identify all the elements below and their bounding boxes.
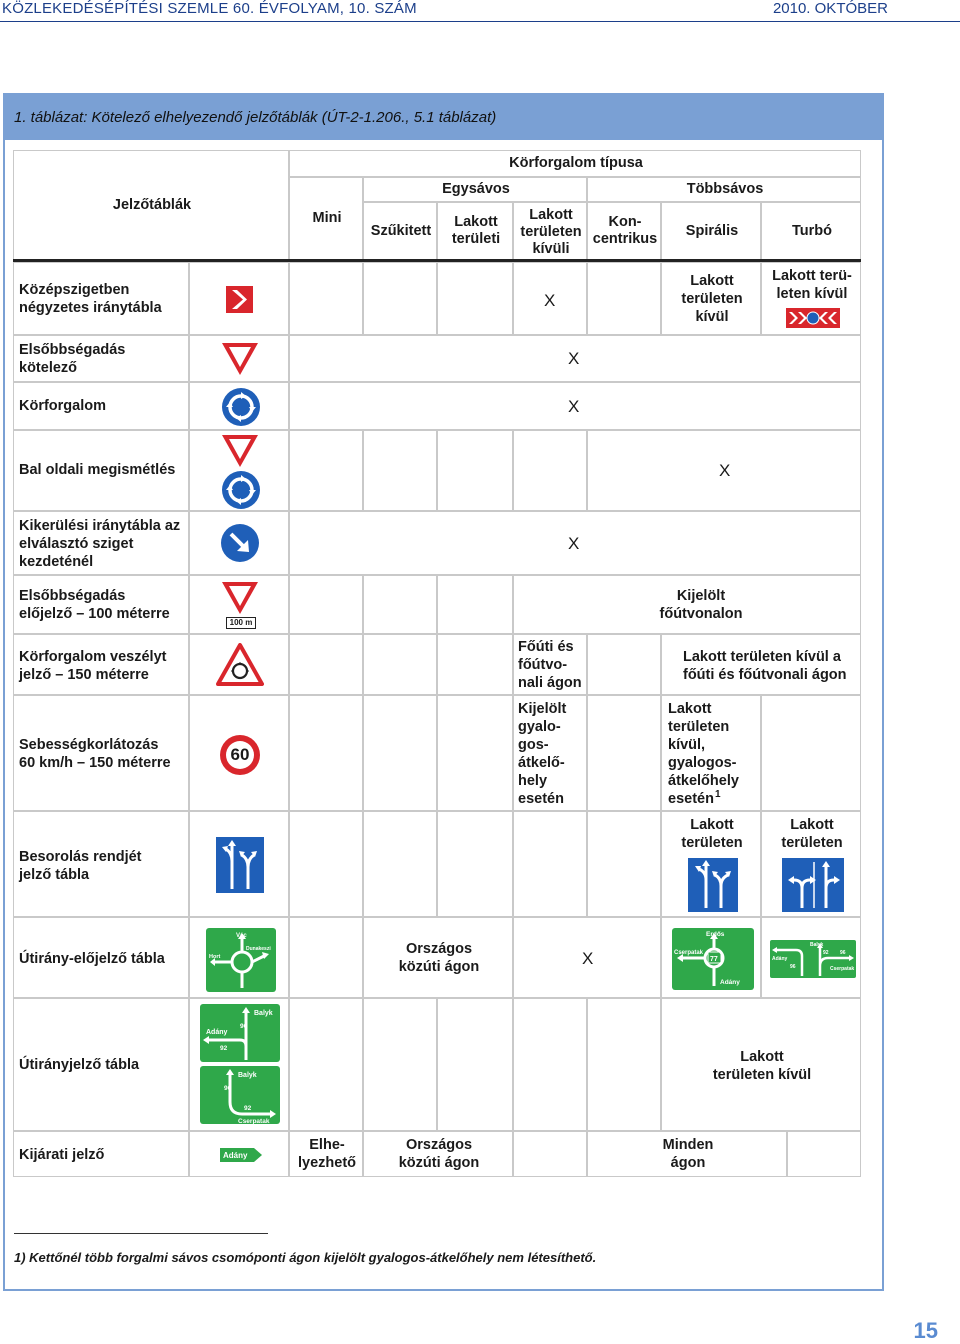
row2-label-cell bbox=[13, 335, 189, 382]
adv-left-label: Hort bbox=[209, 954, 221, 960]
row5-span bbox=[289, 511, 861, 575]
row12-label-1: Kijárati jelző bbox=[19, 1147, 105, 1163]
row11-sign-cell bbox=[189, 998, 289, 1131]
row11-note-2: területen kívül bbox=[712, 1067, 812, 1083]
row7-rural-1: Főúti és bbox=[518, 639, 574, 655]
row12-mini-2: lyezhető bbox=[297, 1155, 356, 1171]
row9-urban bbox=[437, 811, 513, 917]
head-conc-cell bbox=[587, 202, 661, 260]
row11-urban bbox=[437, 998, 513, 1131]
page-header bbox=[0, 0, 960, 22]
row6-sign-cell bbox=[189, 575, 289, 634]
row8-conc bbox=[587, 695, 661, 811]
row9-spiral-1: Lakott bbox=[690, 817, 734, 833]
head-single-cell bbox=[363, 177, 587, 202]
yield-sign-repeat-icon bbox=[220, 433, 260, 469]
direction-sign-1-icon bbox=[200, 1004, 280, 1062]
row1-urban bbox=[437, 262, 513, 335]
row9-turbo-1: Lakott bbox=[790, 817, 834, 833]
row7-multi-2: főúti és főútvonali ágon bbox=[683, 667, 847, 683]
row10-sign-cell bbox=[189, 917, 289, 998]
row1-label-1: Középszigetben bbox=[19, 282, 130, 298]
row8-narrowed bbox=[363, 695, 437, 811]
turbo-left-label: Adány bbox=[772, 956, 788, 962]
head-rural-3: kívüli bbox=[532, 241, 570, 257]
row9-turbo-2: területen bbox=[781, 835, 843, 851]
row6-note-2: főútvonalon bbox=[659, 606, 743, 622]
row1-mini bbox=[289, 262, 363, 335]
row12-mini-1: Elhe- bbox=[309, 1137, 345, 1153]
row9-label-2: jelző tábla bbox=[19, 867, 90, 883]
direction-advance-sign-icon bbox=[206, 928, 276, 992]
row4-multi bbox=[587, 430, 861, 511]
row6-urban bbox=[437, 575, 513, 634]
adv-top-label: Vác bbox=[236, 933, 247, 939]
spiral-advance-sign-icon bbox=[672, 928, 754, 990]
yield-ahead-sign-icon bbox=[220, 580, 260, 616]
s2-number-2: 92 bbox=[244, 1105, 252, 1112]
row8-turbo bbox=[761, 695, 861, 811]
row12-urban-1: Országos bbox=[405, 1137, 473, 1153]
head-signs-cell bbox=[13, 150, 289, 260]
row1-narrowed bbox=[363, 262, 437, 335]
footnote-rule bbox=[14, 1233, 268, 1234]
adv-right-label: Dunakeszi bbox=[246, 946, 271, 952]
row1-spiral-3: kívül bbox=[695, 309, 729, 325]
head-multi-cell bbox=[587, 177, 861, 202]
s1-top-label: Balyk bbox=[254, 1010, 273, 1017]
head-single: Egysávos bbox=[442, 181, 510, 197]
s2-bottom-label: Cserpatak bbox=[238, 1118, 270, 1124]
row8-rural-5: hely bbox=[518, 773, 548, 789]
row3-sign-cell bbox=[189, 382, 289, 430]
row1-x: X bbox=[544, 291, 556, 310]
row12-multi-2: ágon bbox=[670, 1155, 706, 1171]
row12-label-cell bbox=[13, 1131, 189, 1177]
turbo-number-3: 96 bbox=[840, 950, 846, 956]
row4-narrowed bbox=[363, 430, 437, 511]
row1-label-cell bbox=[13, 262, 189, 335]
row10-rural bbox=[513, 917, 661, 998]
turbo-top-label: Balyk bbox=[810, 942, 824, 948]
row7-rural-3: nali ágon bbox=[518, 675, 582, 691]
row4-rural bbox=[513, 430, 587, 511]
row12-urban-2: közúti ágon bbox=[398, 1155, 480, 1171]
head-narrowed: Szűkitett bbox=[370, 223, 432, 239]
row4-label-1: Bal oldali megismétlés bbox=[19, 462, 176, 478]
row2-x: X bbox=[568, 349, 580, 368]
row1-label-2: négyzetes iránytábla bbox=[19, 300, 162, 316]
row12-multi-1: Minden bbox=[662, 1137, 714, 1153]
page-number: 15 bbox=[913, 1318, 938, 1343]
turbo-number-1: 96 bbox=[790, 964, 796, 970]
row5-sign-cell bbox=[189, 511, 289, 575]
row8-label-2: 60 km/h – 150 méterre bbox=[19, 755, 171, 771]
row6-narrowed bbox=[363, 575, 437, 634]
row3-label-cell bbox=[13, 382, 189, 430]
row11-label-cell bbox=[13, 998, 189, 1131]
row5-label-3: kezdeténél bbox=[19, 554, 94, 570]
issue-date: 2010. OKTÓBER bbox=[772, 0, 888, 17]
row8-label-1: Sebességkorlátozás bbox=[19, 737, 159, 753]
head-urban-1: Lakott bbox=[454, 214, 498, 230]
journal-title: KÖZLEKEDÉSÉPÍTÉSI SZEMLE 60. ÉVFOLYAM, 10. SZÁM bbox=[2, 0, 417, 17]
row1-spiral-2: területen bbox=[681, 291, 743, 307]
row12-mini bbox=[289, 1131, 363, 1177]
row10-urban-1: Országos bbox=[405, 941, 473, 957]
row11-narrowed bbox=[363, 998, 437, 1131]
row6-mini bbox=[289, 575, 363, 634]
row9-spiral-2: területen bbox=[681, 835, 743, 851]
direction-sign-2-icon bbox=[200, 1066, 280, 1124]
exit-sign-icon bbox=[220, 1148, 262, 1162]
row7-label-2: jelző – 150 méterre bbox=[19, 667, 149, 683]
row1-turbo-1: Lakott terü- bbox=[772, 268, 852, 284]
head-turbo-cell bbox=[761, 202, 861, 260]
head-conc-1: Kon- bbox=[608, 214, 642, 230]
row8-rural-2: gyalo- bbox=[518, 719, 561, 735]
footnote: 1) Kettőnél több forgalmi sávos csomóponti ágon kijelölt gyalogos-átkelőhely nem létesíthető. bbox=[14, 1250, 597, 1265]
row4-urban bbox=[437, 430, 513, 511]
head-urban-2: területi bbox=[451, 231, 501, 247]
row1-conc bbox=[587, 262, 661, 335]
row10-mini bbox=[289, 917, 363, 998]
row5-label-2: elválasztó sziget bbox=[19, 536, 134, 552]
row1-turbo bbox=[761, 262, 861, 335]
row11-note-1: Lakott bbox=[740, 1049, 784, 1065]
row10-urban-2: közúti ágon bbox=[398, 959, 480, 975]
row7-mini bbox=[289, 634, 363, 695]
row4-sign-cell bbox=[189, 430, 289, 511]
head-narrowed-cell bbox=[363, 202, 437, 260]
row11-conc bbox=[587, 998, 661, 1131]
row11-multi bbox=[661, 998, 861, 1131]
head-signs: Jelzőtáblák bbox=[112, 197, 192, 213]
turbo-number-2: 92 bbox=[823, 950, 829, 956]
spiral-road-number: 77 bbox=[710, 956, 718, 963]
row5-label-1: Kikerülési iránytábla az bbox=[19, 518, 181, 534]
head-rural-cell bbox=[513, 202, 587, 260]
exit-sign-label: Adány bbox=[223, 1151, 248, 1160]
row9-rural bbox=[513, 811, 587, 917]
row10-spiral bbox=[661, 917, 761, 998]
row8-mini bbox=[289, 695, 363, 811]
row8-conc-2: területen bbox=[668, 719, 730, 735]
row12-multi bbox=[587, 1131, 787, 1177]
s1-number-2: 92 bbox=[220, 1045, 228, 1052]
head-multi: Többsávos bbox=[686, 181, 764, 197]
row8-label-cell bbox=[13, 695, 189, 811]
head-conc-2: centrikus bbox=[592, 231, 658, 247]
turbo-right-label: Cserpatak bbox=[830, 966, 855, 972]
row7-multi bbox=[661, 634, 861, 695]
row9-narrowed bbox=[363, 811, 437, 917]
row3-label-1: Körforgalom bbox=[19, 398, 106, 414]
head-spiral: Spirális bbox=[685, 223, 739, 239]
row1-spiral bbox=[661, 262, 761, 335]
head-spiral-cell bbox=[661, 202, 761, 260]
spiral-left-label: Cserpatak bbox=[674, 950, 704, 956]
row10-turbo bbox=[761, 917, 861, 998]
row11-mini bbox=[289, 998, 363, 1131]
roundabout-sign-icon bbox=[221, 387, 261, 427]
row3-x: X bbox=[568, 397, 580, 416]
row5-label-cell bbox=[13, 511, 189, 575]
row4-x: X bbox=[719, 461, 731, 480]
head-type-cell bbox=[289, 150, 861, 177]
row9-mini bbox=[289, 811, 363, 917]
row1-rural bbox=[513, 262, 587, 335]
roundabout-warning-icon bbox=[216, 643, 264, 687]
yield-sign-icon bbox=[220, 341, 260, 377]
chevron-sign-icon bbox=[226, 286, 253, 313]
head-rural-1: Lakott bbox=[529, 207, 573, 223]
row6-note-1: Kijelölt bbox=[676, 588, 726, 604]
row11-rural bbox=[513, 998, 587, 1131]
row9-conc bbox=[587, 811, 661, 917]
row7-sign-cell bbox=[189, 634, 289, 695]
row7-label-1: Körforgalom veszélyt bbox=[19, 649, 167, 665]
row6-label-2: előjelző – 100 méterre bbox=[19, 606, 170, 622]
spiral-bottom-label: Adány bbox=[720, 979, 740, 986]
head-turbo: Turbó bbox=[792, 223, 832, 239]
row10-label-1: Útirány-előjelző tábla bbox=[19, 951, 165, 967]
row4-label-cell bbox=[13, 430, 189, 511]
row11-label-1: Útirányjelző tábla bbox=[19, 1057, 140, 1073]
row10-x: X bbox=[582, 949, 594, 968]
row3-span bbox=[289, 382, 861, 430]
s1-number-1: 96 bbox=[240, 1023, 248, 1030]
row12-sign-cell bbox=[189, 1131, 289, 1177]
row7-label-cell bbox=[13, 634, 189, 695]
row9-turbo bbox=[761, 811, 861, 917]
row8-urban bbox=[437, 695, 513, 811]
turbo-advance-sign-icon bbox=[770, 940, 856, 978]
row8-conc-6: esetén bbox=[668, 791, 714, 807]
row8-conc-4: gyalogos- bbox=[668, 755, 737, 771]
roundabout-sign-repeat-icon bbox=[221, 470, 261, 510]
row6-span bbox=[513, 575, 861, 634]
row5-x: X bbox=[568, 534, 580, 553]
row2-label-1: Elsőbbségadás bbox=[19, 342, 126, 358]
row8-rural-3: gos- bbox=[518, 737, 549, 753]
head-type: Körforgalom típusa bbox=[509, 155, 643, 171]
row8-rural-4: átkelő- bbox=[518, 755, 565, 771]
row8-rural-1: Kijelölt bbox=[518, 701, 567, 717]
row12-rural bbox=[513, 1131, 587, 1177]
row8-conc-5: átkelőhely bbox=[668, 773, 739, 789]
turbo-lane-sign-icon bbox=[782, 858, 844, 912]
row8-conc-3: kívül, bbox=[668, 737, 706, 753]
row2-sign-cell bbox=[189, 335, 289, 382]
row9-spiral bbox=[661, 811, 761, 917]
row8-footnote-ref: 1 bbox=[715, 789, 721, 800]
row8-conc-1: Lakott bbox=[668, 701, 712, 717]
head-rural-2: területen bbox=[520, 224, 582, 240]
row7-rural-2: főútvo- bbox=[518, 657, 568, 673]
row8-rural bbox=[513, 695, 587, 811]
s2-top-label: Balyk bbox=[238, 1072, 257, 1079]
table-caption: 1. táblázat: Kötelező elhelyezendő jelzőtáblák (ÚT-2-1.206., 5.1 táblázat) bbox=[14, 109, 497, 126]
keep-right-sign-icon bbox=[220, 523, 260, 563]
row10-urban bbox=[363, 917, 513, 998]
row7-urban bbox=[437, 634, 513, 695]
speed-limit-value: 60 bbox=[230, 745, 250, 764]
row1-sign-cell bbox=[189, 262, 289, 335]
row10-label-cell bbox=[13, 917, 189, 998]
row6-label-1: Elsőbbségadás bbox=[19, 588, 126, 604]
head-mini-cell bbox=[289, 177, 363, 260]
row4-mini bbox=[289, 430, 363, 511]
row12-urban bbox=[363, 1131, 513, 1177]
lane-order-sign-icon bbox=[216, 837, 264, 893]
row9-sign-cell bbox=[189, 811, 289, 917]
row1-spiral-1: Lakott bbox=[690, 273, 734, 289]
header-rule bbox=[0, 21, 960, 22]
spiral-top-label: Erdős bbox=[706, 931, 725, 938]
row1-turbo-2: leten kívül bbox=[776, 286, 848, 302]
row6-label-cell bbox=[13, 575, 189, 634]
row7-narrowed bbox=[363, 634, 437, 695]
row9-label-cell bbox=[13, 811, 189, 917]
row9-label-1: Besorolás rendjét bbox=[19, 849, 142, 865]
row2-label-2: kötelező bbox=[19, 360, 78, 376]
s2-number-1: 96 bbox=[224, 1085, 232, 1092]
row7-multi-1: Lakott területen kívül a bbox=[683, 649, 841, 665]
head-mini: Mini bbox=[312, 210, 342, 226]
s1-left-label: Adány bbox=[206, 1029, 228, 1036]
row7-conc bbox=[587, 634, 661, 695]
row7-rural bbox=[513, 634, 587, 695]
row8-rural-6: esetén bbox=[518, 791, 564, 807]
row8-sign-cell bbox=[189, 695, 289, 811]
turbo-chevron-board-icon bbox=[786, 308, 840, 328]
row2-span bbox=[289, 335, 861, 382]
row8-spiral bbox=[661, 695, 761, 811]
head-urban-cell bbox=[437, 202, 513, 260]
spiral-lane-sign-icon bbox=[688, 858, 738, 912]
distance-plate: 100 m bbox=[226, 617, 256, 629]
row12-turbo bbox=[787, 1131, 861, 1177]
